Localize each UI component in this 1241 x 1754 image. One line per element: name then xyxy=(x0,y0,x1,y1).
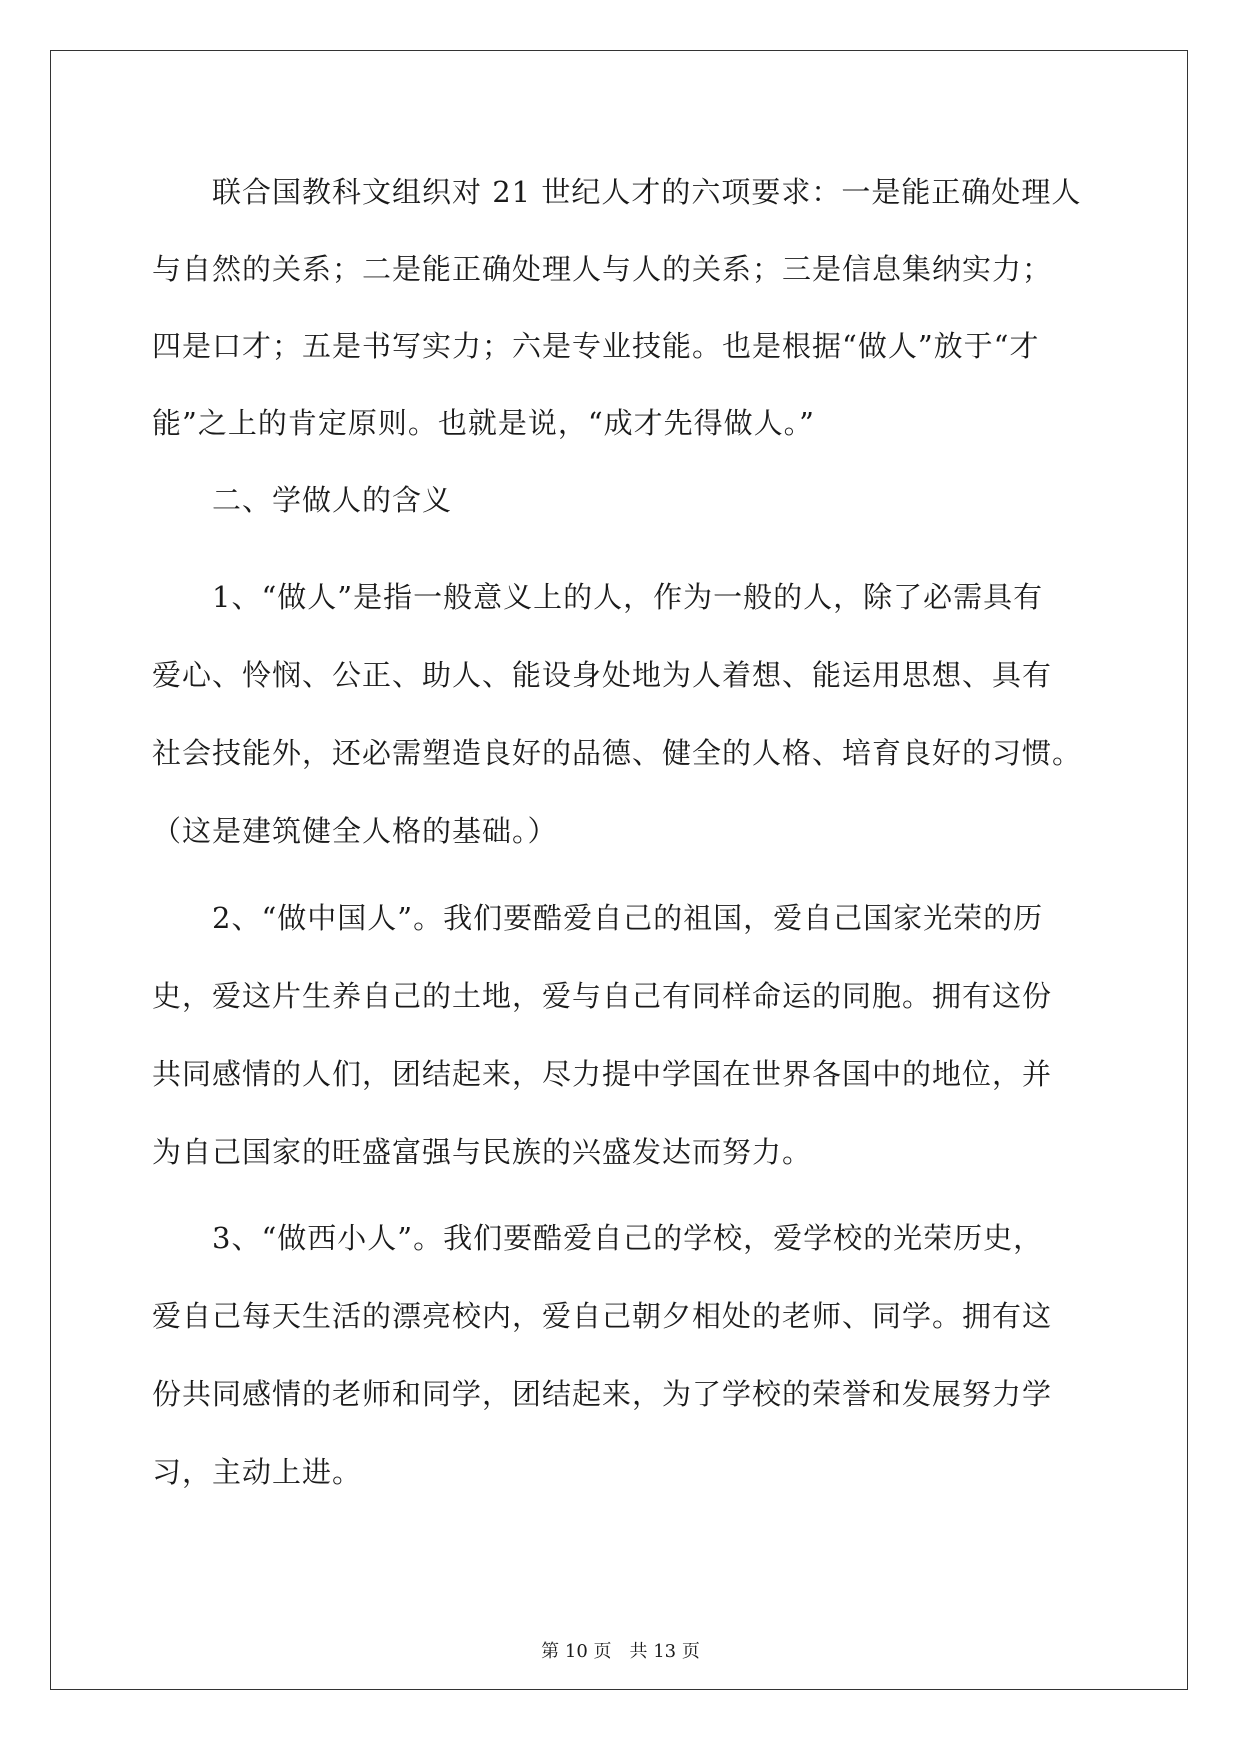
text-line: 能”之上的肯定原则。也就是说，“成才先得做人。” xyxy=(152,406,815,440)
text-line: 四是口才；五是书写实力；六是专业技能。也是根据“做人”放于“才 xyxy=(152,329,1040,363)
text-line: 为自己国家的旺盛富强与民族的兴盛发达而努力。 xyxy=(152,1135,813,1169)
text-line: 2、“做中国人”。我们要酷爱自己的祖国，爱自己国家光荣的历 xyxy=(152,901,1044,935)
text-line: 爱自己每天生活的漂亮校内，爱自己朝夕相处的老师、同学。拥有这 xyxy=(152,1299,1053,1333)
text-line: 联合国教科文组织对 21 世纪人才的六项要求：一是能正确处理人 xyxy=(152,175,1082,209)
text-line: 习，主动上进。 xyxy=(152,1455,363,1489)
text-line: 份共同感情的老师和同学，团结起来，为了学校的荣誉和发展努力学 xyxy=(152,1377,1053,1411)
page-number: 第 10 页 共 13 页 xyxy=(541,1641,700,1662)
text-line: 社会技能外，还必需塑造良好的品德、健全的人格、培育良好的习惯。 xyxy=(152,736,1083,770)
text-line: 史，爱这片生养自己的土地，爱与自己有同样命运的同胞。拥有这份 xyxy=(152,979,1053,1013)
text-line: （这是建筑健全人格的基础。） xyxy=(152,814,558,848)
page-footer xyxy=(0,1640,1241,1664)
section-heading: 二、学做人的含义 xyxy=(152,483,453,517)
text-line: 与自然的关系；二是能正确处理人与人的关系；三是信息集纳实力； xyxy=(152,252,1053,286)
text-line: 共同感情的人们，团结起来，尽力提中学国在世界各国中的地位，并 xyxy=(152,1057,1053,1091)
text-line: 爱心、怜悯、公正、助人、能设身处地为人着想、能运用思想、具有 xyxy=(152,658,1053,692)
text-line: 3、“做西小人”。我们要酷爱自己的学校，爱学校的光荣历史， xyxy=(152,1221,1044,1255)
page-border xyxy=(50,50,1188,1690)
text-line: 1、“做人”是指一般意义上的人，作为一般的人，除了必需具有 xyxy=(152,580,1044,614)
